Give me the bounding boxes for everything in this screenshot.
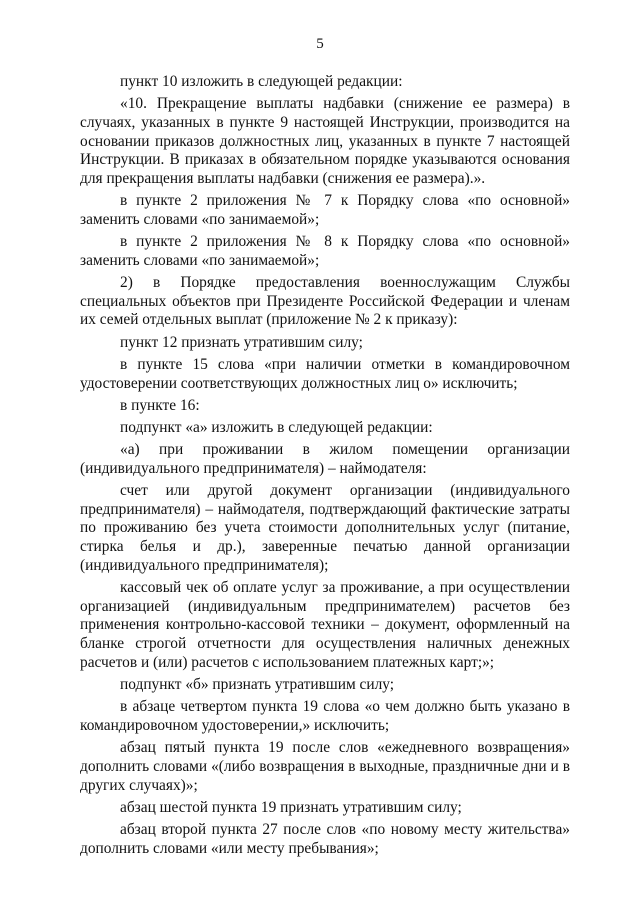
- paragraph: в пункте 16:: [120, 396, 200, 414]
- paragraph: пункт 10 изложить в следующей редакции:: [120, 73, 403, 90]
- paragraph: счет или другой документ организации (индивидуального предпринимателя) – наймодателя, подтверждающий фактические затраты по проживанию без учета стоимости дополнительных услуг (питание, стирка белья и др.), заверенные печатью данной организации (индивидуального предпринимателя);: [80, 482, 570, 574]
- paragraph: абзац второй пункта 27 после слов «по новому месту жительства» дополнить словами «или месту пребывания»;: [80, 821, 570, 857]
- paragraph: подпункт «б» признать утратившим силу;: [120, 676, 395, 694]
- paragraph: подпункт «а» изложить в следующей редакции:: [120, 418, 433, 436]
- paragraph: 2) в Порядке предоставления военнослужащим Службы специальных объектов при Президенте Российской Федерации и членам их семей отдельных выплат (приложение № 2 к приказу):: [80, 274, 570, 329]
- paragraph: в пункте 2 приложения № 8 к Порядку слова «по основной» заменить словами «по занимаемой»;: [80, 233, 570, 269]
- paragraph: кассовый чек об оплате услуг за проживание, а при осуществлении организацией (индивидуальным предпринимателем) расчетов без применения контрольно-кассовой техники – документ, оформленный на бланке строгой отчетности для осуществления наличных денежных расчетов и (или) расчетов с использованием платежных карт;»;: [80, 579, 570, 671]
- document-body: [80, 73, 570, 862]
- paragraph: абзац шестой пункта 19 признать утратившим силу;: [120, 798, 462, 816]
- paragraph: абзац пятый пункта 19 после слов «ежедневного возвращения» дополнить словами «(либо возвращения в выходные, праздничные дни и в других случаях)»;: [80, 739, 570, 794]
- paragraph: в абзаце четвертом пункта 19 слова «о чем должно быть указано в командировочном удостоверении,» исключить;: [80, 698, 570, 734]
- page-number: 5: [316, 36, 324, 52]
- paragraph: пункт 12 признать утратившим силу;: [120, 333, 363, 351]
- paragraph: в пункте 2 приложения № 7 к Порядку слова «по основной» заменить словами «по занимаемой»;: [80, 192, 570, 228]
- paragraph: в пункте 15 слова «при наличии отметки в командировочном удостоверении соответствующих должностных лиц о» исключить;: [80, 355, 570, 392]
- paragraph: «а) при проживании в жилом помещении организации (индивидуального предпринимателя) – наймодателя:: [80, 441, 570, 477]
- paragraph: «10. Прекращение выплаты надбавки (снижение ее размера) в случаях, указанных в пункте 9 настоящей Инструкции, производится на основании приказов должностных лиц, указанных в пункте 7 настоящей Инструкции. В приказах в обязательном порядке указываются основания для прекращения выплаты надбавки (снижения ее размера).».: [80, 95, 570, 188]
